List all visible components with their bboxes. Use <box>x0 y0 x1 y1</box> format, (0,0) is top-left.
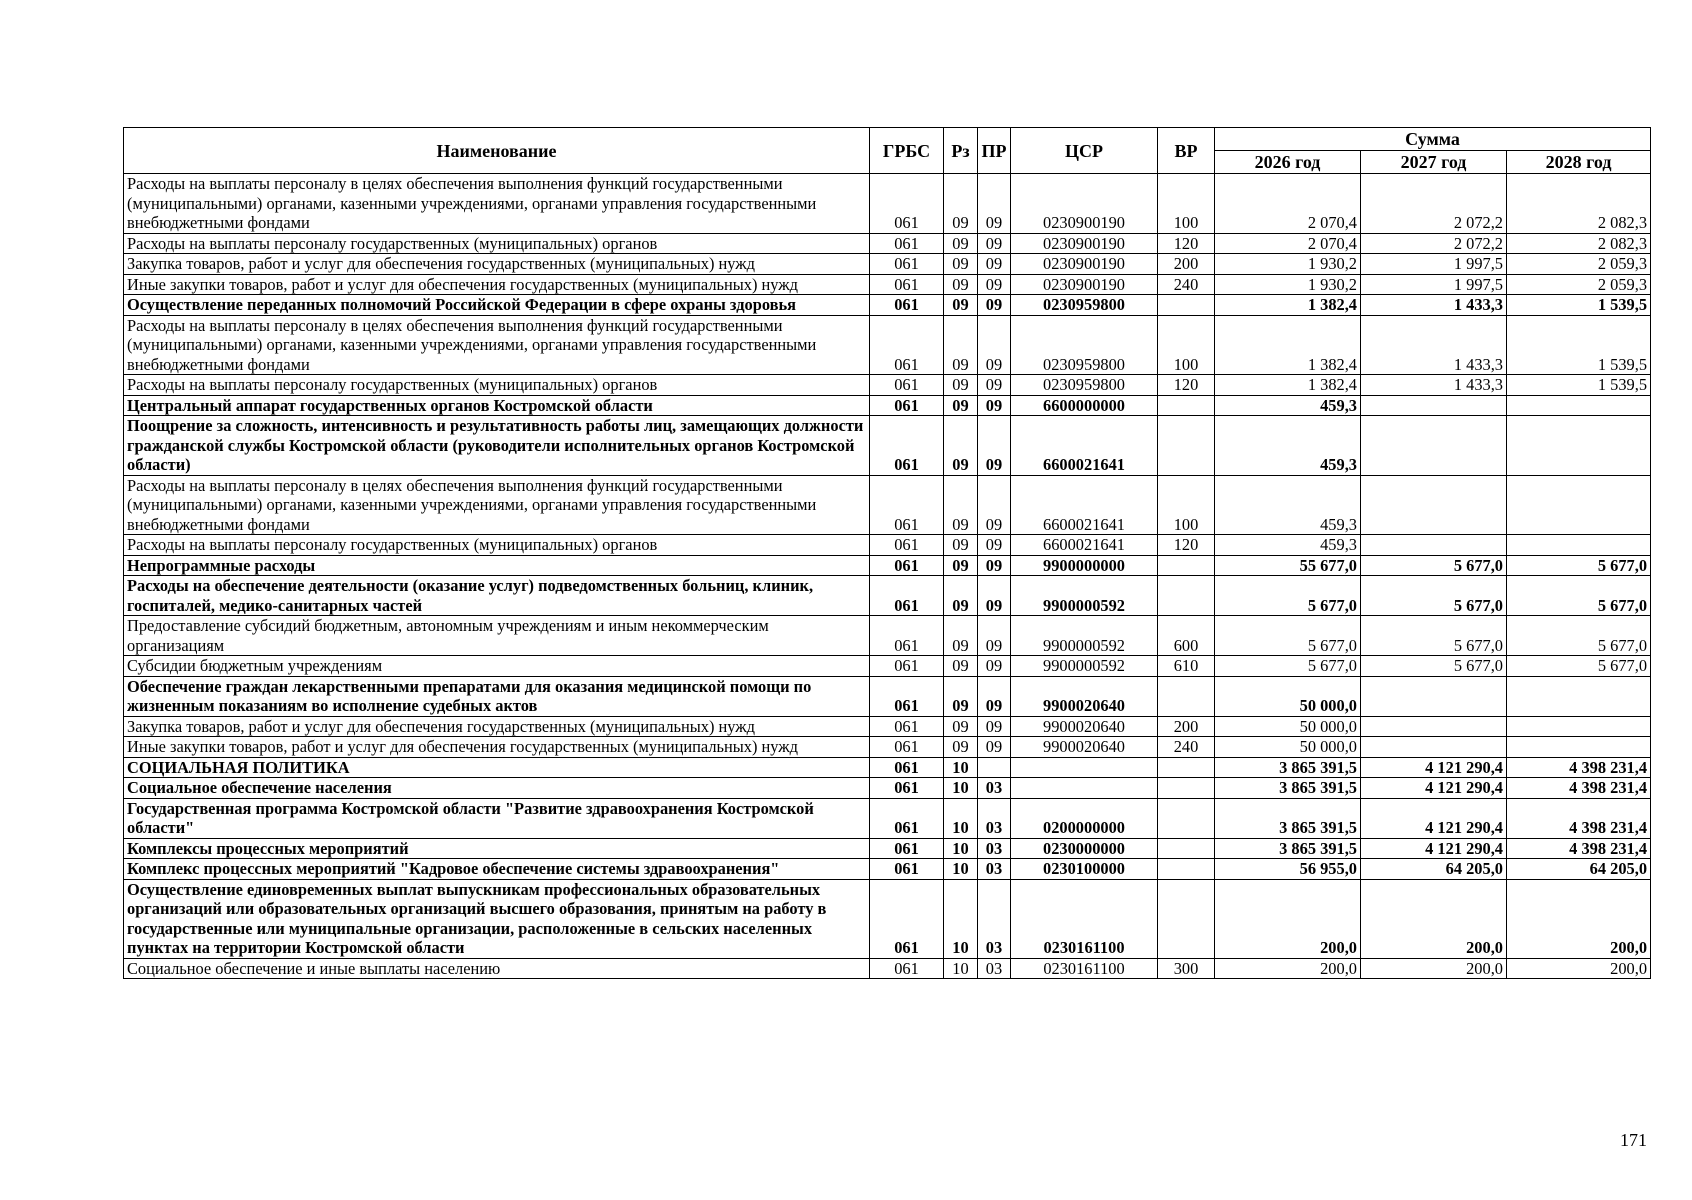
cell-csr: 9900000592 <box>1011 656 1158 677</box>
cell-2028: 2 059,3 <box>1507 274 1651 295</box>
cell-rz: 09 <box>944 676 978 716</box>
table-row <box>124 395 1651 416</box>
cell-pr: 03 <box>978 879 1011 958</box>
cell-rz: 09 <box>944 475 978 535</box>
table-row <box>124 879 1651 958</box>
cell-rz: 09 <box>944 716 978 737</box>
cell-name: Закупка товаров, работ и услуг для обеспечения государственных (муниципальных) нужд <box>124 254 870 275</box>
cell-2028: 64 205,0 <box>1507 859 1651 880</box>
cell-name: Иные закупки товаров, работ и услуг для обеспечения государственных (муниципальных) нужд <box>124 274 870 295</box>
cell-2026: 2 070,4 <box>1215 174 1361 234</box>
cell-vr: 100 <box>1158 475 1215 535</box>
cell-name: Комплексы процессных мероприятий <box>124 838 870 859</box>
col-header-vr: ВР <box>1158 128 1215 174</box>
cell-grbs: 061 <box>870 233 944 254</box>
cell-2028 <box>1507 535 1651 556</box>
col-header-csr: ЦСР <box>1011 128 1158 174</box>
cell-2027: 1 433,3 <box>1361 375 1507 396</box>
cell-pr: 03 <box>978 859 1011 880</box>
cell-csr: 9900000000 <box>1011 555 1158 576</box>
cell-2026: 55 677,0 <box>1215 555 1361 576</box>
cell-2026: 50 000,0 <box>1215 716 1361 737</box>
cell-2027 <box>1361 395 1507 416</box>
table-row <box>124 233 1651 254</box>
cell-rz: 09 <box>944 535 978 556</box>
cell-vr <box>1158 676 1215 716</box>
cell-2027 <box>1361 716 1507 737</box>
cell-pr: 09 <box>978 616 1011 656</box>
cell-grbs: 061 <box>870 879 944 958</box>
cell-csr: 9900020640 <box>1011 737 1158 758</box>
cell-csr: 9900000592 <box>1011 576 1158 616</box>
cell-2027: 5 677,0 <box>1361 576 1507 616</box>
cell-2028: 1 539,5 <box>1507 315 1651 375</box>
cell-pr: 09 <box>978 174 1011 234</box>
col-header-2026: 2026 год <box>1215 151 1361 174</box>
cell-2027: 5 677,0 <box>1361 555 1507 576</box>
cell-vr <box>1158 416 1215 476</box>
cell-vr <box>1158 859 1215 880</box>
cell-csr: 0230959800 <box>1011 375 1158 396</box>
cell-2028: 2 082,3 <box>1507 174 1651 234</box>
cell-vr <box>1158 838 1215 859</box>
cell-rz: 09 <box>944 295 978 316</box>
cell-pr: 03 <box>978 838 1011 859</box>
cell-rz: 09 <box>944 616 978 656</box>
cell-pr: 09 <box>978 295 1011 316</box>
cell-2028: 5 677,0 <box>1507 555 1651 576</box>
cell-2027: 64 205,0 <box>1361 859 1507 880</box>
cell-name: СОЦИАЛЬНАЯ ПОЛИТИКА <box>124 757 870 778</box>
col-header-2027: 2027 год <box>1361 151 1507 174</box>
col-header-2028: 2028 год <box>1507 151 1651 174</box>
cell-2028: 4 398 231,4 <box>1507 838 1651 859</box>
table-row <box>124 676 1651 716</box>
cell-rz: 09 <box>944 416 978 476</box>
cell-vr: 120 <box>1158 233 1215 254</box>
cell-2028: 5 677,0 <box>1507 656 1651 677</box>
cell-name: Комплекс процессных мероприятий "Кадровое обеспечение системы здравоохранения" <box>124 859 870 880</box>
cell-2027: 2 072,2 <box>1361 174 1507 234</box>
cell-name: Центральный аппарат государственных органов Костромской области <box>124 395 870 416</box>
cell-rz: 09 <box>944 737 978 758</box>
cell-grbs: 061 <box>870 416 944 476</box>
cell-vr <box>1158 757 1215 778</box>
cell-2026: 3 865 391,5 <box>1215 798 1361 838</box>
cell-vr: 100 <box>1158 174 1215 234</box>
table-row <box>124 737 1651 758</box>
cell-name: Непрограммные расходы <box>124 555 870 576</box>
cell-pr: 09 <box>978 416 1011 476</box>
cell-2026: 50 000,0 <box>1215 737 1361 758</box>
cell-grbs: 061 <box>870 716 944 737</box>
budget-table <box>123 127 1651 979</box>
cell-vr: 600 <box>1158 616 1215 656</box>
cell-rz: 09 <box>944 576 978 616</box>
cell-grbs: 061 <box>870 958 944 979</box>
cell-name: Социальное обеспечение и иные выплаты населению <box>124 958 870 979</box>
cell-csr <box>1011 757 1158 778</box>
cell-2028: 4 398 231,4 <box>1507 798 1651 838</box>
cell-rz: 10 <box>944 757 978 778</box>
cell-csr: 0230900190 <box>1011 174 1158 234</box>
cell-vr: 200 <box>1158 254 1215 275</box>
cell-2028: 2 059,3 <box>1507 254 1651 275</box>
cell-name: Иные закупки товаров, работ и услуг для обеспечения государственных (муниципальных) нужд <box>124 737 870 758</box>
cell-grbs: 061 <box>870 395 944 416</box>
cell-rz: 09 <box>944 375 978 396</box>
cell-vr: 610 <box>1158 656 1215 677</box>
table-row <box>124 475 1651 535</box>
table-row <box>124 859 1651 880</box>
cell-pr: 09 <box>978 475 1011 535</box>
cell-2026: 459,3 <box>1215 395 1361 416</box>
cell-2028: 4 398 231,4 <box>1507 757 1651 778</box>
cell-vr: 100 <box>1158 315 1215 375</box>
cell-2027: 200,0 <box>1361 879 1507 958</box>
cell-vr <box>1158 879 1215 958</box>
cell-csr: 0230900190 <box>1011 254 1158 275</box>
cell-csr: 6600021641 <box>1011 416 1158 476</box>
cell-2027: 5 677,0 <box>1361 616 1507 656</box>
cell-name: Государственная программа Костромской области "Развитие здравоохранения Костромской области" <box>124 798 870 838</box>
cell-name: Социальное обеспечение населения <box>124 778 870 799</box>
cell-2026: 1 930,2 <box>1215 254 1361 275</box>
table-row <box>124 757 1651 778</box>
cell-grbs: 061 <box>870 254 944 275</box>
cell-2027: 2 072,2 <box>1361 233 1507 254</box>
cell-name: Субсидии бюджетным учреждениям <box>124 656 870 677</box>
cell-pr: 09 <box>978 576 1011 616</box>
cell-csr: 0230161100 <box>1011 958 1158 979</box>
cell-vr: 200 <box>1158 716 1215 737</box>
cell-2026: 459,3 <box>1215 535 1361 556</box>
cell-pr: 03 <box>978 958 1011 979</box>
table-row <box>124 416 1651 476</box>
cell-rz: 10 <box>944 958 978 979</box>
cell-grbs: 061 <box>870 757 944 778</box>
cell-name: Обеспечение граждан лекарственными препаратами для оказания медицинской помощи по жизненным показаниям во исполнение судебных актов <box>124 676 870 716</box>
cell-2026: 3 865 391,5 <box>1215 838 1361 859</box>
table-row <box>124 295 1651 316</box>
cell-grbs: 061 <box>870 315 944 375</box>
cell-pr: 09 <box>978 274 1011 295</box>
cell-vr <box>1158 295 1215 316</box>
cell-vr <box>1158 778 1215 799</box>
col-header-sum: Сумма <box>1215 128 1651 151</box>
cell-2027: 4 121 290,4 <box>1361 798 1507 838</box>
table-row <box>124 838 1651 859</box>
cell-pr: 03 <box>978 798 1011 838</box>
cell-rz: 10 <box>944 859 978 880</box>
cell-2028 <box>1507 395 1651 416</box>
header-row-top <box>124 128 1651 151</box>
cell-vr: 120 <box>1158 375 1215 396</box>
cell-rz: 09 <box>944 555 978 576</box>
cell-2028 <box>1507 737 1651 758</box>
cell-name: Расходы на выплаты персоналу государственных (муниципальных) органов <box>124 535 870 556</box>
cell-2026: 1 382,4 <box>1215 295 1361 316</box>
cell-csr: 0230100000 <box>1011 859 1158 880</box>
cell-2027: 1 997,5 <box>1361 274 1507 295</box>
cell-csr: 9900000592 <box>1011 616 1158 656</box>
cell-2028: 5 677,0 <box>1507 616 1651 656</box>
cell-2027: 1 433,3 <box>1361 295 1507 316</box>
cell-name: Осуществление единовременных выплат выпускникам профессиональных образовательных организаций или образовательных организаций высшего образования, принятым на работу в государственные или муниципальные организации, расположенные в сельских населенных пунктах на территории Костромской области <box>124 879 870 958</box>
table-row <box>124 174 1651 234</box>
cell-name: Предоставление субсидий бюджетным, автономным учреждениям и иным некоммерческим организациям <box>124 616 870 656</box>
cell-2026: 200,0 <box>1215 958 1361 979</box>
cell-2027 <box>1361 535 1507 556</box>
cell-rz: 10 <box>944 778 978 799</box>
cell-2028: 200,0 <box>1507 958 1651 979</box>
cell-grbs: 061 <box>870 535 944 556</box>
cell-vr: 300 <box>1158 958 1215 979</box>
cell-2027: 1 433,3 <box>1361 315 1507 375</box>
page-number: 171 <box>1620 1130 1647 1150</box>
cell-csr <box>1011 778 1158 799</box>
cell-pr: 09 <box>978 656 1011 677</box>
cell-rz: 10 <box>944 838 978 859</box>
cell-csr: 0230959800 <box>1011 315 1158 375</box>
cell-rz: 09 <box>944 315 978 375</box>
cell-csr: 0230900190 <box>1011 274 1158 295</box>
cell-2026: 200,0 <box>1215 879 1361 958</box>
cell-pr: 09 <box>978 254 1011 275</box>
table-row <box>124 576 1651 616</box>
table-row <box>124 254 1651 275</box>
cell-name: Закупка товаров, работ и услуг для обеспечения государственных (муниципальных) нужд <box>124 716 870 737</box>
cell-2027: 4 121 290,4 <box>1361 838 1507 859</box>
cell-2028: 4 398 231,4 <box>1507 778 1651 799</box>
table-row <box>124 616 1651 656</box>
cell-grbs: 061 <box>870 676 944 716</box>
col-header-pr: ПР <box>978 128 1011 174</box>
cell-2028: 2 082,3 <box>1507 233 1651 254</box>
cell-2027: 200,0 <box>1361 958 1507 979</box>
cell-2027: 4 121 290,4 <box>1361 757 1507 778</box>
table-row <box>124 798 1651 838</box>
cell-pr: 09 <box>978 315 1011 375</box>
cell-2027 <box>1361 416 1507 476</box>
table-row <box>124 375 1651 396</box>
cell-2028: 5 677,0 <box>1507 576 1651 616</box>
cell-csr: 0230161100 <box>1011 879 1158 958</box>
cell-2028: 1 539,5 <box>1507 375 1651 396</box>
cell-name: Расходы на обеспечение деятельности (оказание услуг) подведомственных больниц, клиник, госпиталей, медико-санитарных частей <box>124 576 870 616</box>
cell-2026: 3 865 391,5 <box>1215 757 1361 778</box>
cell-2026: 1 382,4 <box>1215 375 1361 396</box>
cell-grbs: 061 <box>870 838 944 859</box>
cell-vr <box>1158 555 1215 576</box>
table-row <box>124 274 1651 295</box>
cell-rz: 09 <box>944 233 978 254</box>
table-row <box>124 778 1651 799</box>
cell-pr: 09 <box>978 555 1011 576</box>
cell-2027 <box>1361 676 1507 716</box>
cell-csr: 6600021641 <box>1011 535 1158 556</box>
cell-vr <box>1158 798 1215 838</box>
cell-rz: 09 <box>944 274 978 295</box>
cell-2026: 1 930,2 <box>1215 274 1361 295</box>
cell-grbs: 061 <box>870 475 944 535</box>
cell-2028 <box>1507 676 1651 716</box>
table-row <box>124 716 1651 737</box>
cell-pr: 09 <box>978 716 1011 737</box>
cell-vr <box>1158 576 1215 616</box>
cell-name: Расходы на выплаты персоналу в целях обеспечения выполнения функций государственными (муниципальными) органами, казенными учреждениями, органами управления государственными внебюджетными фондами <box>124 475 870 535</box>
cell-grbs: 061 <box>870 798 944 838</box>
cell-2027: 5 677,0 <box>1361 656 1507 677</box>
cell-grbs: 061 <box>870 174 944 234</box>
table-row <box>124 315 1651 375</box>
cell-2028: 200,0 <box>1507 879 1651 958</box>
cell-grbs: 061 <box>870 295 944 316</box>
cell-vr: 120 <box>1158 535 1215 556</box>
cell-grbs: 061 <box>870 555 944 576</box>
cell-csr: 9900020640 <box>1011 676 1158 716</box>
cell-grbs: 061 <box>870 274 944 295</box>
cell-csr: 6600021641 <box>1011 475 1158 535</box>
cell-pr: 09 <box>978 737 1011 758</box>
cell-pr: 09 <box>978 676 1011 716</box>
cell-rz: 10 <box>944 798 978 838</box>
cell-2028 <box>1507 716 1651 737</box>
cell-grbs: 061 <box>870 375 944 396</box>
cell-csr: 9900020640 <box>1011 716 1158 737</box>
cell-grbs: 061 <box>870 778 944 799</box>
col-header-name: Наименование <box>124 128 870 174</box>
cell-grbs: 061 <box>870 656 944 677</box>
cell-name: Расходы на выплаты персоналу государственных (муниципальных) органов <box>124 233 870 254</box>
cell-grbs: 061 <box>870 576 944 616</box>
cell-2026: 5 677,0 <box>1215 576 1361 616</box>
col-header-rz: Рз <box>944 128 978 174</box>
cell-vr: 240 <box>1158 737 1215 758</box>
cell-vr <box>1158 395 1215 416</box>
cell-2028: 1 539,5 <box>1507 295 1651 316</box>
cell-grbs: 061 <box>870 737 944 758</box>
cell-name: Расходы на выплаты персоналу в целях обеспечения выполнения функций государственными (муниципальными) органами, казенными учреждениями, органами управления государственными внебюджетными фондами <box>124 174 870 234</box>
cell-pr: 09 <box>978 233 1011 254</box>
cell-2027: 1 997,5 <box>1361 254 1507 275</box>
cell-csr: 6600000000 <box>1011 395 1158 416</box>
table-row <box>124 555 1651 576</box>
cell-rz: 09 <box>944 656 978 677</box>
cell-csr: 0200000000 <box>1011 798 1158 838</box>
cell-rz: 09 <box>944 254 978 275</box>
cell-csr: 0230900190 <box>1011 233 1158 254</box>
cell-2027: 4 121 290,4 <box>1361 778 1507 799</box>
cell-pr: 03 <box>978 778 1011 799</box>
cell-2026: 2 070,4 <box>1215 233 1361 254</box>
cell-name: Осуществление переданных полномочий Российской Федерации в сфере охраны здоровья <box>124 295 870 316</box>
cell-2026: 459,3 <box>1215 416 1361 476</box>
cell-rz: 10 <box>944 879 978 958</box>
cell-2027 <box>1361 737 1507 758</box>
cell-2027 <box>1361 475 1507 535</box>
cell-2028 <box>1507 416 1651 476</box>
cell-rz: 09 <box>944 174 978 234</box>
cell-rz: 09 <box>944 395 978 416</box>
table-body <box>124 174 1651 979</box>
cell-csr: 0230000000 <box>1011 838 1158 859</box>
cell-name: Поощрение за сложность, интенсивность и результативность работы лиц, замещающих должности гражданской службы Костромской области (руководители исполнительных органов Костромской области) <box>124 416 870 476</box>
cell-grbs: 061 <box>870 859 944 880</box>
cell-2026: 459,3 <box>1215 475 1361 535</box>
col-header-grbs: ГРБС <box>870 128 944 174</box>
cell-2028 <box>1507 475 1651 535</box>
table-row <box>124 656 1651 677</box>
table-row <box>124 535 1651 556</box>
cell-csr: 0230959800 <box>1011 295 1158 316</box>
cell-name: Расходы на выплаты персоналу в целях обеспечения выполнения функций государственными (муниципальными) органами, казенными учреждениями, органами управления государственными внебюджетными фондами <box>124 315 870 375</box>
table-row <box>124 958 1651 979</box>
cell-name: Расходы на выплаты персоналу государственных (муниципальных) органов <box>124 375 870 396</box>
cell-2026: 5 677,0 <box>1215 616 1361 656</box>
cell-pr: 09 <box>978 375 1011 396</box>
cell-2026: 5 677,0 <box>1215 656 1361 677</box>
cell-2026: 3 865 391,5 <box>1215 778 1361 799</box>
cell-2026: 56 955,0 <box>1215 859 1361 880</box>
cell-grbs: 061 <box>870 616 944 656</box>
cell-pr <box>978 757 1011 778</box>
cell-2026: 50 000,0 <box>1215 676 1361 716</box>
cell-pr: 09 <box>978 395 1011 416</box>
cell-vr: 240 <box>1158 274 1215 295</box>
cell-2026: 1 382,4 <box>1215 315 1361 375</box>
cell-pr: 09 <box>978 535 1011 556</box>
